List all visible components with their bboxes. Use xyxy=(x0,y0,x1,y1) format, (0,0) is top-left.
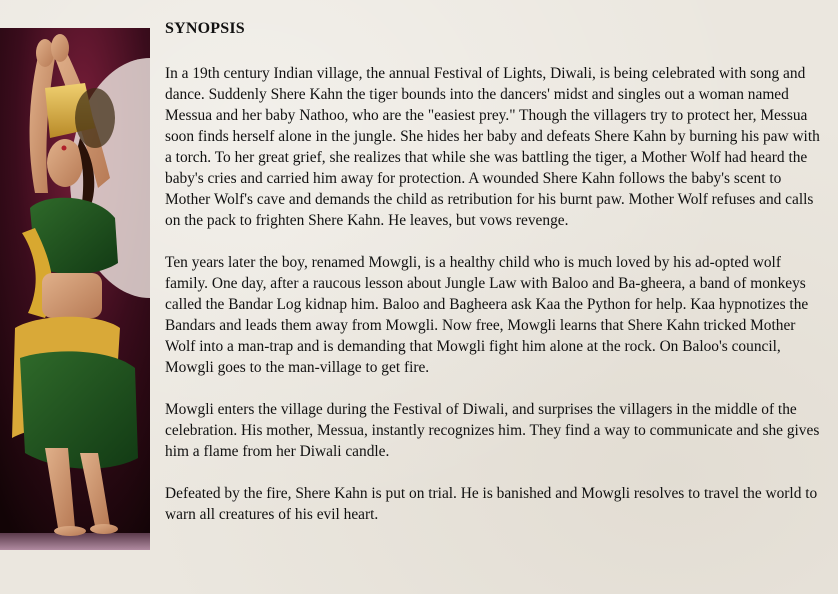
synopsis-paragraph: In a 19th century Indian village, the annual Festival of Lights, Diwali, is being celebrated with song and dance. Suddenly Shere Kahn the tiger bounds into the dancers' midst and singles out a woman named Messua and her baby Nathoo, who are the "easiest prey." Though the villagers try to protect her, Messua soon finds herself alone in the jungle. She hides her baby and defeats Shere Kahn by burning his paw with a torch. To her great grief, she realizes that while she was battling the tiger, a Mother Wolf had heard the baby's cries and carried him away for protection. A wounded Shere Kahn follows the baby's scent to Mother Wolf's cave and demands the child as retribution for his burnt paw. Mother Wolf refuses and calls on the pack to frighten Shere Kahn. He leaves, but vows revenge. xyxy=(165,65,820,229)
synopsis-content xyxy=(165,18,825,546)
synopsis-paragraph: Mowgli enters the village during the Festival of Diwali, and surprises the villagers in the middle of the celebration. His mother, Messua, instantly recognizes him. They find a way to communicate and she gives him a flame from her Diwali candle. xyxy=(165,401,820,460)
dancer-photo xyxy=(0,28,150,550)
synopsis-paragraph: Defeated by the fire, Shere Kahn is put on trial. He is banished and Mowgli resolves to travel the world to warn all creatures of his evil heart. xyxy=(165,485,818,523)
synopsis-heading: SYNOPSIS xyxy=(165,20,245,37)
synopsis-paragraph: Ten years later the boy, renamed Mowgli, is a healthy child who is much loved by his ad-opted wolf family. One day, after a raucous lesson about Jungle Law with Baloo and Ba-gheera, a band of monkeys called the Bandar Log kidnap him. Baloo and Bagheera ask Kaa the Python for help. Kaa hypnotizes the Bandars and leads them away from Mowgli. Now free, Mowgli learns that Shere Kahn tricked Mother Wolf into a man-trap and is demanding that Mowgli fight him alone at the rock. On Baloo's council, Mowgli goes to the man-village to get fire. xyxy=(165,254,809,376)
